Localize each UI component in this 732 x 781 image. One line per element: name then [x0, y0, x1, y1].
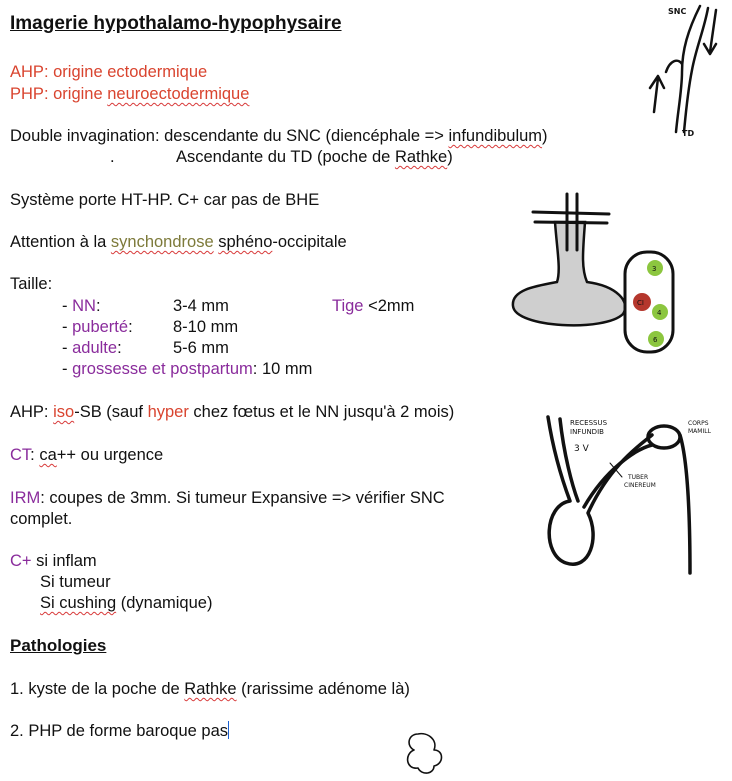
- label-3v: 3 V: [574, 444, 589, 454]
- taille-sep: :: [95, 297, 101, 315]
- spheno-term: sphéno: [218, 233, 273, 251]
- taille-label-puberte: puberté: [72, 318, 129, 336]
- sketch-pouch-curve: [666, 61, 682, 72]
- taille-value-puberte: 8-10 mm: [173, 318, 239, 336]
- taille-row-grossesse: [62, 359, 312, 379]
- pathology-item-1: [10, 679, 410, 699]
- cplus-text-1: si inflam: [31, 552, 97, 570]
- synchondrose-term: synchondrose: [110, 233, 214, 251]
- sagittal-sketch: [540, 405, 715, 575]
- irm-line-2: complet.: [10, 510, 73, 528]
- node-4-label: 4: [657, 309, 662, 317]
- cplus-line-3: [40, 593, 212, 613]
- porte-line: Système porte HT-HP. C+ car pas de BHE: [10, 191, 320, 209]
- cplus-text-3: (dynamique): [116, 594, 213, 612]
- sketch-diaphragm: [533, 212, 609, 223]
- sketch-snc-label: SNC: [668, 7, 687, 16]
- sketch-td-label: TD: [682, 129, 695, 138]
- php-term: neuroectodermique: [107, 85, 250, 103]
- node-ci-label: CI: [637, 299, 644, 307]
- taille-row-nn: [62, 296, 415, 316]
- irm-label: IRM: [10, 489, 41, 507]
- attention-line: [10, 232, 347, 252]
- pathology-2-text: 2. PHP de forme baroque pas: [10, 722, 228, 740]
- taille-sep: :: [128, 318, 133, 336]
- irm-line-1: [10, 488, 445, 508]
- ca-term: ca: [39, 446, 57, 464]
- pituitary-gland: [513, 222, 625, 325]
- label-corps: CORPS: [688, 420, 709, 427]
- ahp-text: : origine ectodermique: [43, 63, 208, 81]
- origin-php-line: [10, 84, 249, 104]
- pathologies-heading: Pathologies: [10, 636, 107, 655]
- pathology-item-2: [10, 721, 229, 741]
- taille-value-adulte: 5-6 mm: [173, 339, 229, 357]
- cplus-label: C+: [10, 552, 32, 570]
- sketch-mamillary-body: [648, 426, 680, 448]
- sketch-posterior-wall: [680, 435, 690, 573]
- hyper-term: hyper: [147, 403, 189, 421]
- label-mamill: MAMILL: [688, 428, 711, 435]
- label-tuber: TUBER: [628, 474, 649, 481]
- ahp-signal-post: chez fœtus et le NN jusqu'à 2 mois): [188, 403, 455, 421]
- taille-value-grossesse: 10 mm: [261, 360, 313, 378]
- ahp-label: AHP: [10, 63, 44, 81]
- ahp-signal-sb: -SB (sauf: [74, 403, 148, 421]
- invagination-text-2: Ascendante du TD (poche de: [176, 148, 395, 166]
- invagination-line-1: [10, 126, 548, 146]
- taille-value-nn: 3-4 mm: [173, 297, 229, 315]
- taille-label-grossesse: grossesse et postpartum: [72, 360, 253, 378]
- invagination-text-1: Double invagination: descendante du SNC (diencéphale =>: [10, 127, 449, 145]
- php-label: PHP: [10, 85, 44, 103]
- pathology-1-post: (rarissime adénome là): [236, 680, 410, 698]
- ct-sep: :: [30, 446, 40, 464]
- taille-sep: :: [117, 339, 122, 357]
- php-text: : origine: [43, 85, 108, 103]
- infundibulum-term: infundibulum: [448, 127, 543, 145]
- tige-value: <2mm: [368, 297, 415, 315]
- taille-label-nn: NN: [72, 297, 96, 315]
- ct-line: [10, 445, 163, 465]
- pituitary-sketch: [505, 190, 685, 360]
- page-title: Imagerie hypothalamo-hypophysaire: [10, 13, 342, 34]
- text-cursor[interactable]: [228, 721, 229, 739]
- doodle-shape: [408, 734, 442, 773]
- invagination-close-1: ): [542, 127, 548, 145]
- ahp-signal-pre: AHP:: [10, 403, 54, 421]
- tige-label: Tige: [332, 297, 364, 315]
- iso-term: iso: [53, 403, 75, 421]
- label-recessus: RECESSUS: [570, 419, 608, 427]
- attention-text: Attention à la: [10, 233, 111, 251]
- cplus-line-2: Si tumeur: [40, 573, 111, 591]
- cplus-line-1: [10, 551, 97, 571]
- invagination-dot: .: [110, 148, 115, 166]
- taille-dash: -: [62, 318, 73, 336]
- node-6-label: 6: [653, 336, 658, 344]
- sketch-descending-stem: [676, 6, 700, 132]
- taille-dash: -: [62, 339, 73, 357]
- node-3-label: 3: [652, 265, 657, 273]
- irm-text-1: : coupes de 3mm. Si tumeur Expansive => vérifier SNC: [40, 489, 445, 507]
- taille-row-adulte: [62, 338, 229, 358]
- ct-label: CT: [10, 446, 31, 464]
- taille-sep: :: [252, 360, 258, 378]
- ct-post: ++ ou urgence: [56, 446, 164, 464]
- taille-dash: -: [62, 360, 73, 378]
- pathology-1-pre: 1. kyste de la poche de: [10, 680, 185, 698]
- label-cinereum: CINEREUM: [624, 482, 656, 489]
- invagination-sketch: [630, 0, 732, 145]
- label-infundib: INFUNDIB: [570, 428, 604, 436]
- invagination-close-2: ): [447, 148, 453, 166]
- attention-post: -occipitale: [272, 233, 347, 251]
- ahp-signal-line: [10, 402, 454, 422]
- taille-heading: Taille:: [10, 275, 53, 293]
- pathology-1-term: Rathke: [184, 680, 237, 698]
- cushing-term: Si cushing: [40, 594, 117, 612]
- taille-label-adulte: adulte: [72, 339, 118, 357]
- taille-row-puberte: [62, 317, 239, 337]
- rathke-term: Rathke: [394, 148, 448, 166]
- taille-dash: -: [62, 297, 73, 315]
- origin-ahp-line: [10, 62, 207, 82]
- baroque-php-doodle: [400, 728, 450, 778]
- sketch-stem-inner: [684, 8, 708, 132]
